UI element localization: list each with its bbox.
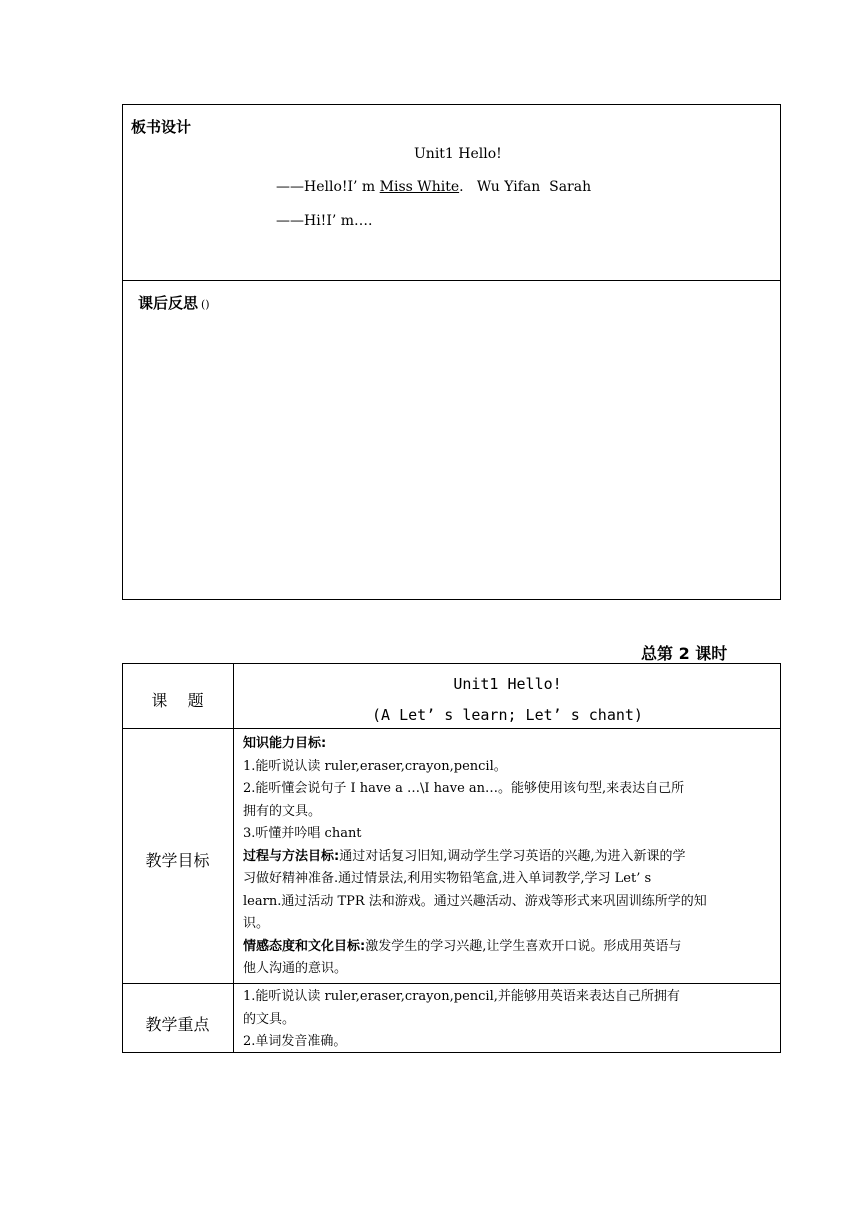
reflection-heading: 课后反思	[138, 294, 199, 312]
board-divider	[122, 280, 781, 281]
reflection-heading-row	[138, 292, 210, 313]
process-heading: 过程与方法目标:	[243, 848, 340, 864]
focus-line-1: 1.能听说认读 ruler,eraser,crayon,pencil,并能够用英语来表达自己所拥有	[243, 989, 680, 1004]
focus-content	[243, 986, 779, 1054]
table-row-divider-1	[122, 728, 781, 729]
board-line-1	[276, 179, 591, 195]
board-line-1-prefix: ——Hello!I’ m	[276, 179, 380, 195]
process-line-4: 识。	[243, 916, 270, 931]
table-row-divider-2	[122, 983, 781, 984]
emotion-line-2: 他人沟通的意识。	[243, 961, 348, 976]
reflection-note: ()	[201, 298, 210, 311]
knowledge-item-3: 3.听懂并吟唱 chant	[243, 826, 362, 841]
knowledge-item-2a: 2.能听懂会说句子 I have a …\I have an…。能够使用该句型,来表达自己所	[243, 781, 685, 796]
knowledge-item-2b: 拥有的文具。	[243, 803, 322, 819]
process-line-3: learn.通过活动 TPR 法和游戏。通过兴趣活动、游戏等形式来巩固训练所学的知	[243, 893, 707, 909]
board-title: Unit1 Hello!	[414, 146, 502, 162]
focus-line-3: 2.单词发音准确。	[243, 1034, 347, 1049]
knowledge-item-1: 1.能听说认读 ruler,eraser,crayon,pencil。	[243, 758, 507, 774]
goals-label: 教学目标	[145, 851, 210, 870]
topic-subtitle: (A Let’ s learn; Let’ s chant)	[372, 706, 643, 724]
focus-line-2: 的文具。	[243, 1011, 296, 1027]
board-line-1-suffix: . Wu Yifan Sarah	[459, 179, 592, 195]
process-text-1: 通过对话复习旧知,调动学生学习英语的兴趣,为进入新课的学	[339, 848, 686, 864]
topic-label: 课 题	[151, 691, 204, 710]
goals-content	[243, 733, 779, 981]
process-line-1	[243, 846, 779, 869]
process-line-2: 习做好精神准备.通过情景法,利用实物铅笔盒,进入单词教学,学习 Let’ s	[243, 871, 652, 886]
board-line-2: ——Hi!I’ m….	[276, 213, 373, 229]
period-label: 总第 2 课时	[641, 644, 728, 663]
board-design-heading: 板书设计	[131, 118, 192, 136]
emotion-line-1	[243, 936, 779, 959]
knowledge-heading: 知识能力目标:	[243, 736, 327, 751]
focus-label: 教学重点	[145, 1015, 210, 1034]
emotion-heading: 情感态度和文化目标:	[243, 938, 366, 954]
emotion-text-1: 激发学生的学习兴趣,让学生喜欢开口说。形成用英语与	[365, 938, 682, 954]
board-line-1-name: Miss White	[379, 179, 460, 195]
topic-title: Unit1 Hello!	[453, 675, 562, 693]
